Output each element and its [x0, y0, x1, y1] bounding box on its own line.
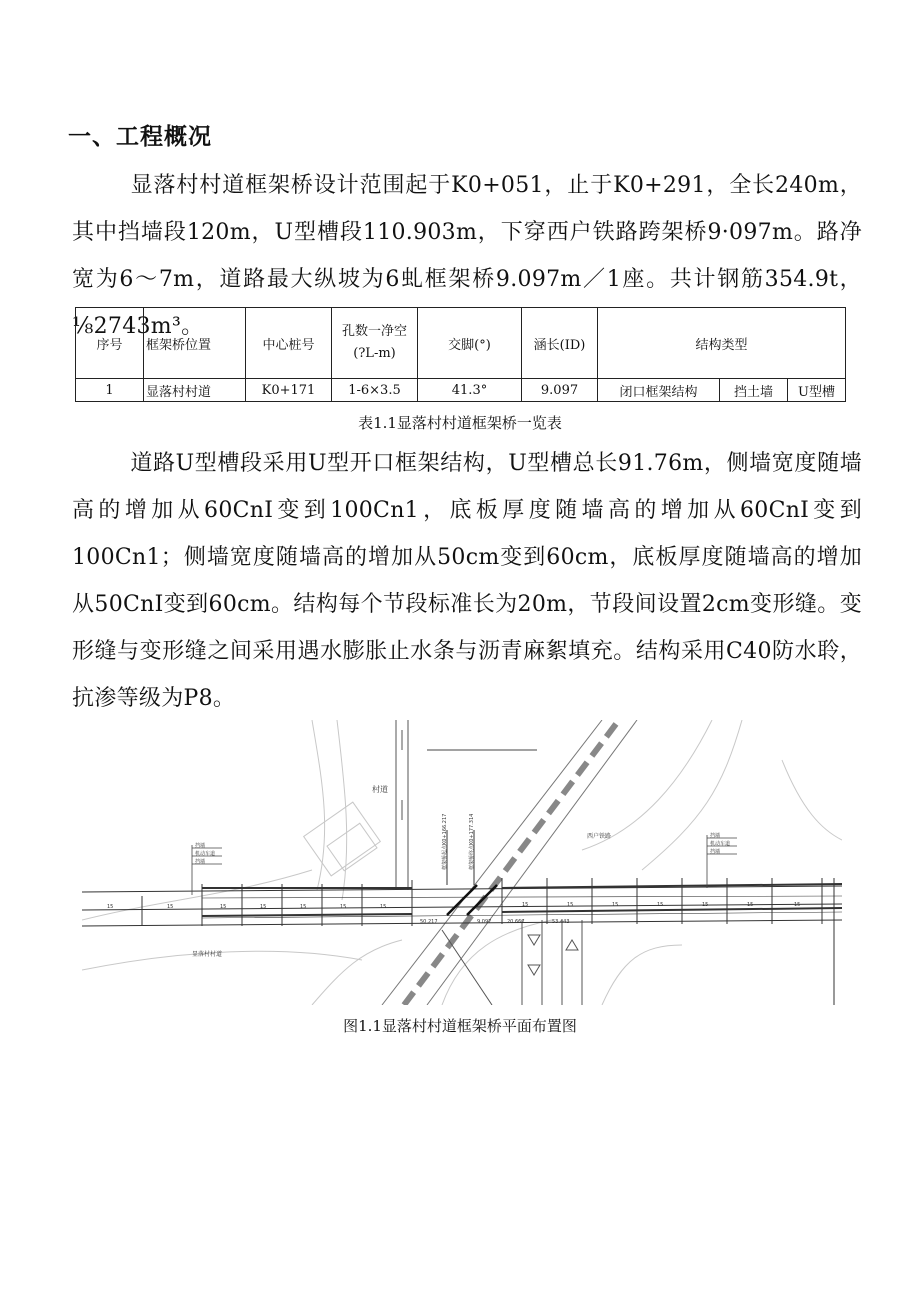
table-cell: 闭口框架结构 — [598, 379, 720, 402]
table-row — [76, 379, 846, 402]
structure-paragraph — [72, 440, 862, 722]
railway-line — [382, 720, 637, 1005]
legend-item: 挡墙 — [195, 843, 206, 849]
legend-item: 机动车道 — [195, 851, 216, 857]
segment-label: 15 — [260, 904, 267, 910]
segment-label: 15 — [657, 902, 664, 908]
segment-label: 15 — [340, 904, 347, 910]
railway-label: 西户铁路 — [587, 833, 612, 840]
segment-label: 15 — [702, 902, 709, 908]
table-header-cell: 涵长(ID) — [522, 308, 598, 379]
segment-label: 15 — [794, 902, 801, 908]
legend-item: 挡墙 — [710, 849, 721, 855]
lower-road — [442, 920, 582, 1005]
village-label: 显落村村道 — [192, 951, 223, 958]
structure-paragraph-text: 道路U型槽段采用U型开口框架结构，U型槽总长91.76m，侧墙宽度随墙高的增加从60CnI变到100Cn1，底板厚度随墙高的增加从60CnI变到100Cn1；侧墙宽度随墙高的增加从50cm变到60cm，底板厚度随墙高的增加从50CnI变到60cm。结构每个节段标准长为20m，节段间设置2cm变形缝。变形缝与变形缝之间采用遇水膨胀止水条与沥青麻絮填充。结构采用C40防水聆，抗渗等级为P8。 — [72, 451, 862, 711]
table-cell: 挡土墙 — [720, 379, 788, 402]
figure-caption: 图1.1显落村村道框架桥平面布置图 — [343, 1017, 577, 1035]
village-road — [396, 720, 408, 890]
segment-label: 15 — [522, 902, 529, 908]
segment-label: 15 — [747, 902, 754, 908]
section-heading: 一、工程概况 — [68, 124, 212, 150]
legend-item: 挡墙 — [710, 833, 721, 839]
table-header-row — [76, 308, 846, 379]
dimension-label: 9.097 — [477, 919, 492, 925]
table-header-cell: 交脚(°) — [418, 308, 522, 379]
bridge-summary-table — [75, 307, 846, 402]
segment-label: 15 — [567, 902, 574, 908]
segment-label: 15 — [300, 904, 307, 910]
table-header-cell: 序号 — [76, 308, 144, 379]
plan-layout-drawing — [82, 720, 842, 1005]
legend-item: 挡墙 — [195, 859, 206, 865]
table-header-cell: 孔数一净空 (?L-m) — [332, 308, 418, 379]
bridge-end-label: 框架桥终点K0+177.314 — [469, 813, 475, 870]
table-caption: 表1.1显落村村道框架桥一览表 — [358, 414, 562, 432]
bridge-start-label: 框架桥起点K0+166.217 — [442, 813, 448, 870]
table-cell: 1-6×3.5 — [332, 379, 418, 402]
table-header-cell: 框架桥位置 — [144, 308, 246, 379]
segment-label: 15 — [380, 904, 387, 910]
table-cell: 1 — [76, 379, 144, 402]
segment-label: 15 — [220, 904, 227, 910]
table-cell: U型槽 — [788, 379, 846, 402]
table-cell: 9.097 — [522, 379, 598, 402]
table-cell: 41.3° — [418, 379, 522, 402]
table-header-cell: 中心桩号 — [246, 308, 332, 379]
segment-label: 15 — [107, 904, 114, 910]
table-cell: 显落村村道 — [144, 379, 246, 402]
segment-label: 15 — [167, 904, 174, 910]
table-header-cell: 结构类型 — [598, 308, 846, 379]
dimension-label: 53.443 — [552, 919, 570, 925]
road-arrows — [528, 935, 578, 975]
segment-label: 15 — [612, 902, 619, 908]
table-cell: K0+171 — [246, 379, 332, 402]
village-road-label: 村道 — [372, 785, 388, 794]
dimension-label: 50.217 — [420, 919, 438, 925]
legend-item: 机动车道 — [710, 841, 731, 847]
main-road — [82, 884, 842, 926]
overview-paragraph-text: 显落村村道框架桥设计范围起于K0+051，止于K0+291，全长240m，其中挡墙段120m，U型槽段110.903m，下穿西户铁路跨架桥9·097m。路净宽为6～7m，道路最大纵坡为6虬框架桥9.097m／1座。共计钢筋354.9t，⅛2743m³。 — [72, 173, 862, 339]
dimension-label: 20.667 — [507, 919, 525, 925]
